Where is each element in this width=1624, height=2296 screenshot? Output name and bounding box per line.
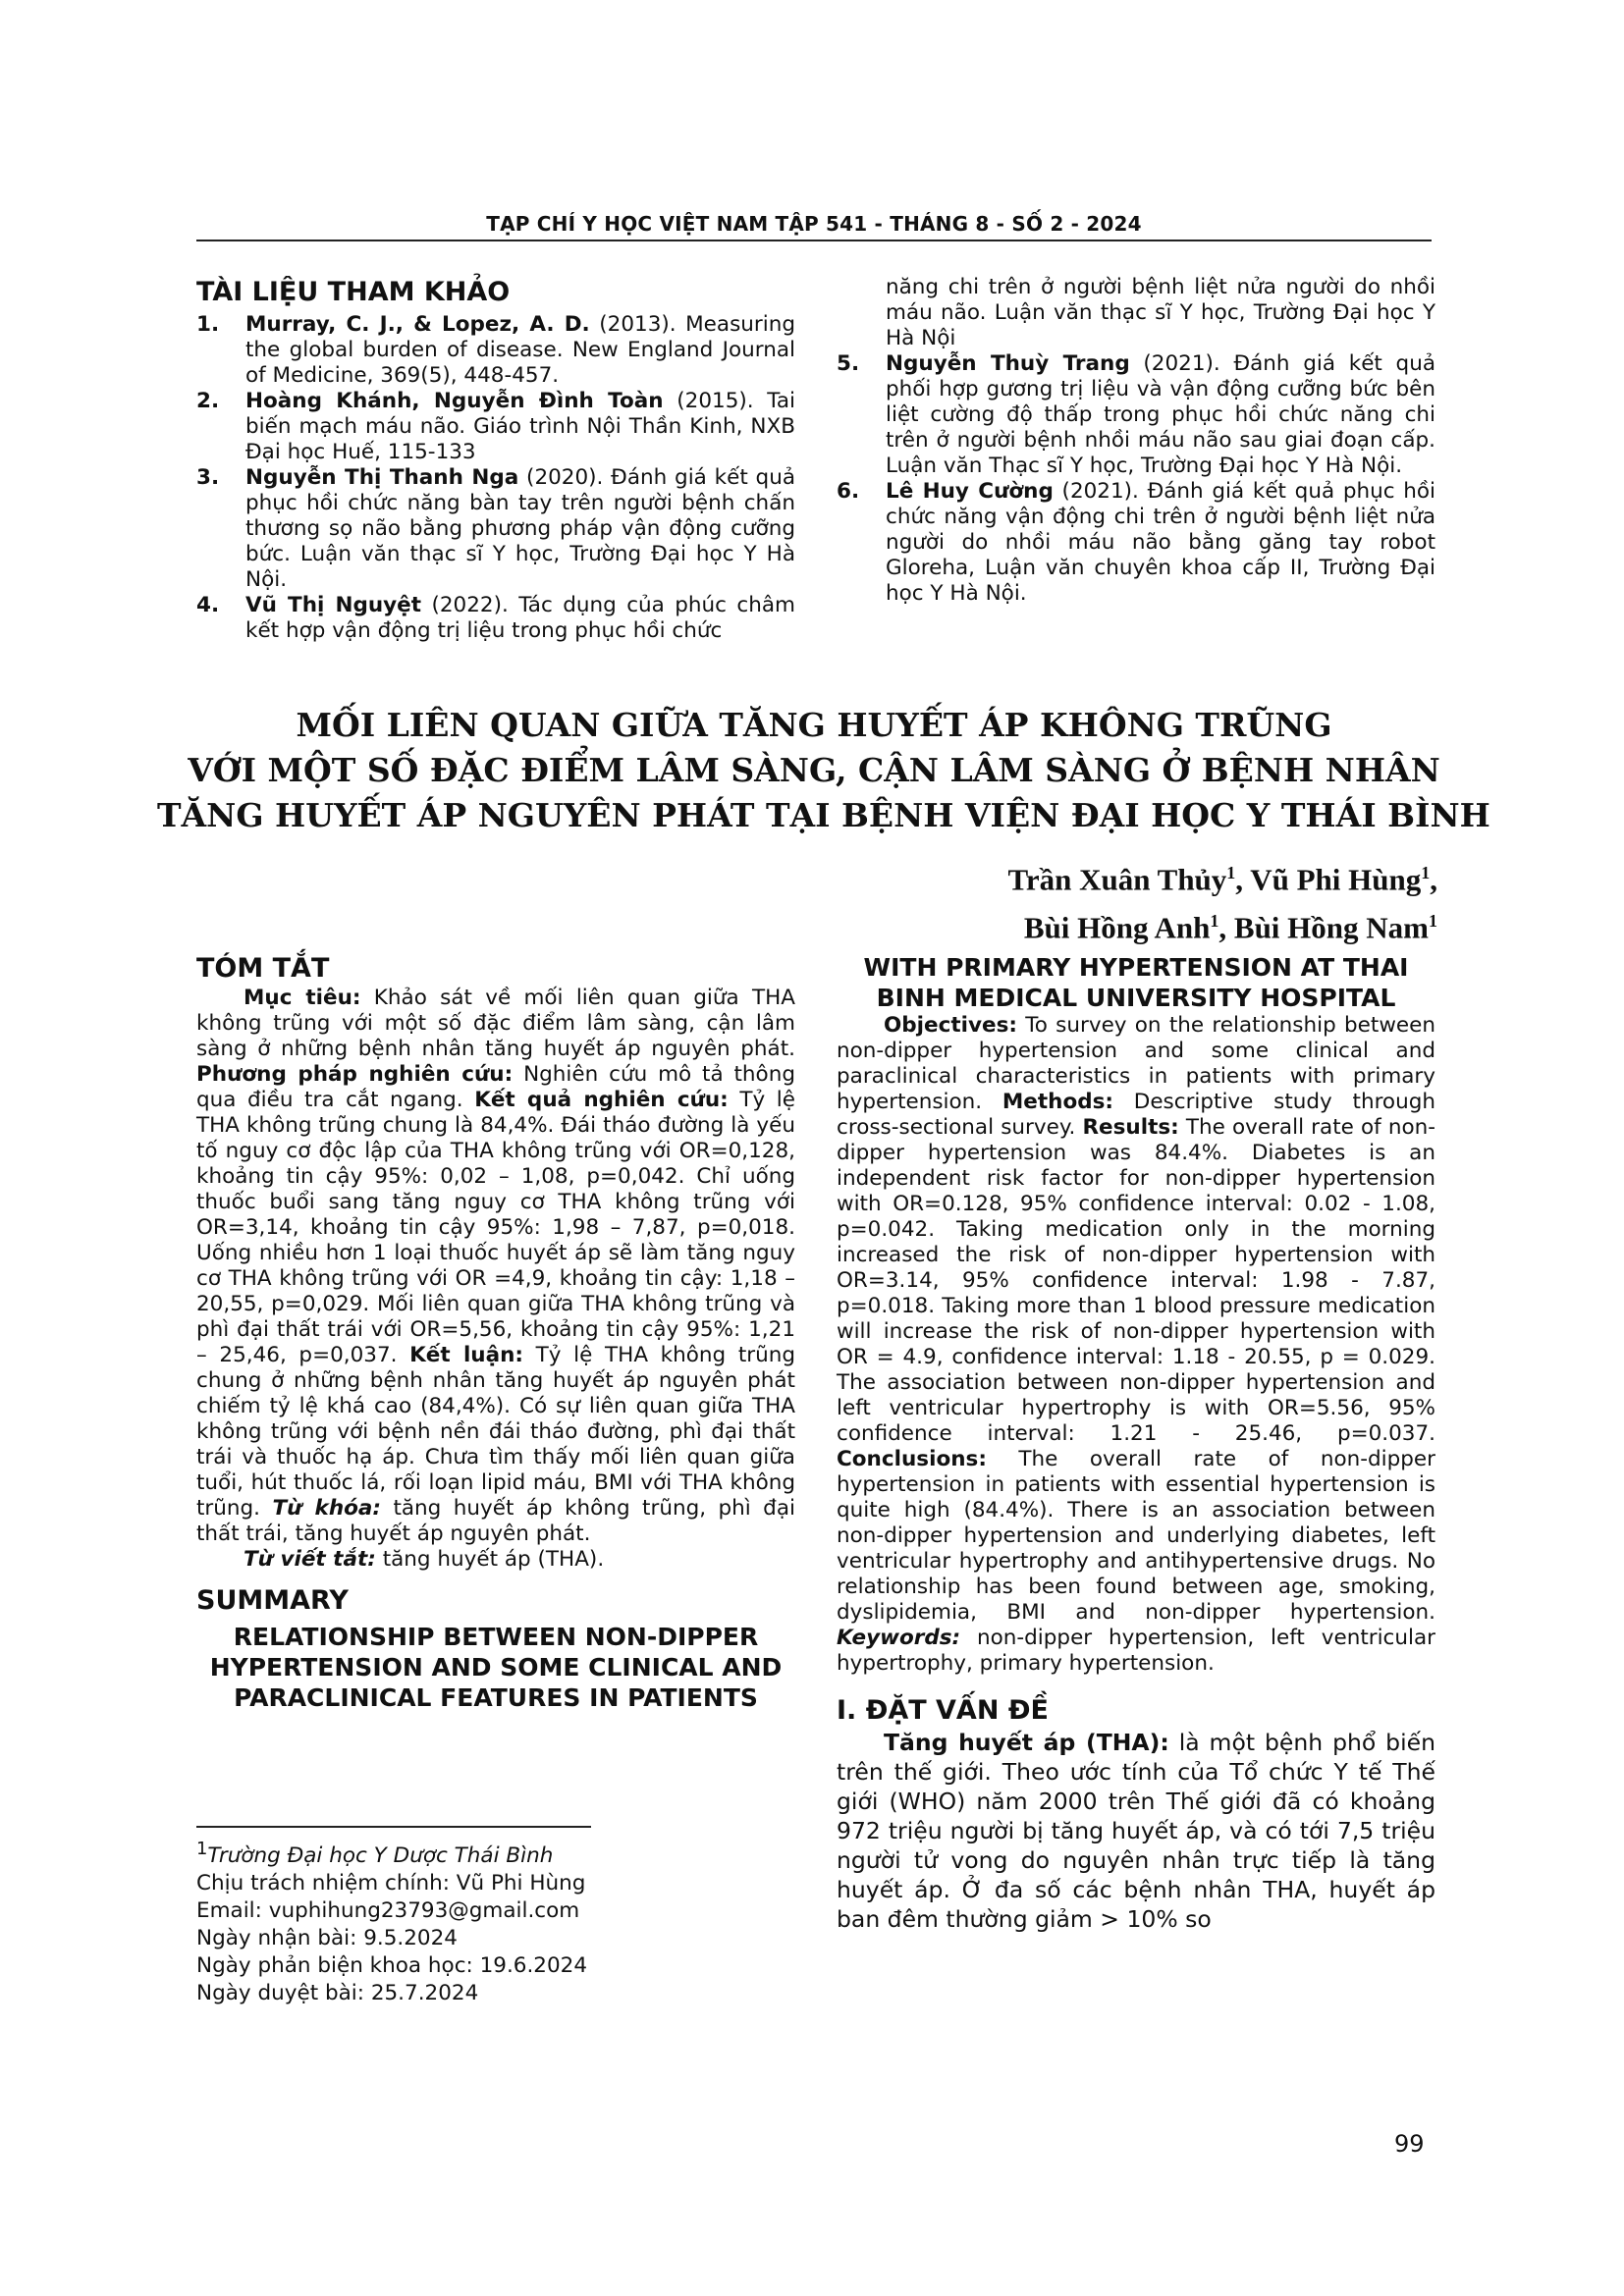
- footnote-accepted: Ngày duyệt bài: 25.7.2024: [196, 1981, 479, 2006]
- reference-text: (2021). Đánh giá kết quả phối hợp gương trị liệu và vận động cưỡng bức bên liệt cường độ thấp trong phục hồi chức năng chi trên ở người bệnh nhồi máu não sau giai đoạn cấp. Luận văn Thạc sĩ Y học, Trường Đại học Y Hà Nội.: [886, 351, 1435, 478]
- article-title-line: TĂNG HUYẾT ÁP NGUYÊN PHÁT TẠI BỆNH VIỆN ĐẠI HỌC Y THÁI BÌNH: [157, 796, 1490, 834]
- conclusion-label: Kết luận:: [409, 1343, 524, 1367]
- methods-text: Nghiên cứu mô tả thông qua điều tra cắt ngang.: [196, 1062, 795, 1112]
- references-title: TÀI LIỆU THAM KHẢO: [196, 277, 511, 307]
- reference-continuation: năng chi trên ở người bệnh liệt nửa người do nhồi máu não. Luận văn thạc sĩ Y học, Trường Đại học Y Hà Nội: [886, 275, 1435, 350]
- article-title-line: VỚI MỘT SỐ ĐẶC ĐIỂM LÂM SÀNG, CẬN LÂM SÀNG Ở BỆNH NHÂN: [188, 751, 1440, 789]
- reference-text: (2021). Đánh giá kết quả phục hồi chức năng vận động chi trên ở người bệnh liệt nửa người do nhồi máu não bằng găng tay robot Gloreha, Luận văn chuyên khoa cấp II, Trường Đại học Y Hà Nội.: [886, 479, 1435, 606]
- objective-text: Khảo sát về mối liên quan giữa THA không trũng với một số đặc điểm lâm sàng, cận lâm sàng ở những bệnh nhân tăng huyết áp nguyên phát.: [196, 986, 795, 1061]
- authors-line: [1007, 852, 1437, 900]
- reference-number: 1.: [196, 312, 220, 337]
- footnote-responsible: Chịu trách nhiệm chính: Vũ Phi Hùng: [196, 1871, 586, 1896]
- references-left-column: [196, 277, 795, 644]
- reference-authors: Nguyễn Thị Thanh Nga: [245, 465, 519, 490]
- abbreviations: [196, 1547, 795, 1573]
- intro-lead-label: Tăng huyết áp (THA):: [884, 1729, 1169, 1756]
- authors-line: [1007, 900, 1437, 948]
- intro-title: I. ĐẶT VẤN ĐỀ: [837, 1695, 1049, 1726]
- reference-item: [837, 479, 1435, 607]
- footnote-received: Ngày nhận bài: 9.5.2024: [196, 1926, 458, 1951]
- results-label: Results:: [1082, 1115, 1179, 1140]
- page-number: 99: [1394, 2130, 1425, 2158]
- summary-en-title-line: WITH PRIMARY HYPERTENSION AT THAI: [863, 953, 1409, 982]
- keywords-label: Keywords:: [837, 1626, 961, 1650]
- author-affiliation-mark: 1: [1421, 863, 1431, 882]
- reference-number: 2.: [196, 389, 220, 413]
- reference-text: (2015). Tai biến mạch máu não. Giáo trình Nội Thần Kinh, NXB Đại học Huế, 115-133: [245, 389, 796, 464]
- reference-number: 3.: [196, 465, 220, 490]
- authors: [1007, 852, 1437, 949]
- results-text: Tỷ lệ THA không trũng chung là 84,4%. Đái tháo đường là yếu tố nguy cơ độc lập của THA không trũng với OR=0,128, khoảng tin cậy 95%: 0,02 – 1,08, p=0,042. Chỉ uống thuốc buổi sang tăng nguy cơ THA không trũng với OR=3,14, khoảng tin cậy 95%: 1,98 – 7,87, p=0,018. Uống nhiều hơn 1 loại thuốc huyết áp sẽ làm tăng nguy cơ THA không trũng với OR =4,9, khoảng tin cậy: 1,18 – 20,55, p=0,029. Mối liên quan giữa THA không trũng và phì đại thất trái với OR=5,56, khoảng tin cậy 95%: 1,21 – 25,46, p=0,037.: [196, 1088, 795, 1367]
- author-name: Trần Xuân Thủy: [1007, 862, 1227, 897]
- objectives-label: Objectives:: [884, 1013, 1018, 1038]
- summary-en-title-line: PARACLINICAL FEATURES IN PATIENTS: [234, 1683, 758, 1712]
- references-right-column: [837, 275, 1435, 607]
- summary-en-title-line: RELATIONSHIP BETWEEN NON-DIPPER: [233, 1623, 759, 1651]
- conclusion-text: Tỷ lệ THA không trũng chung ở những bệnh nhân tăng huyết áp nguyên phát chiếm tỷ lệ khá cao (84,4%). Có sự liên quan giữa THA không trũng với bệnh nền đái tháo đường, phì đại thất trái và thuốc hạ áp. Chưa tìm thấy mối liên quan giữa tuổi, hút thuốc lá, rối loạn lipid máu, BMI với THA không trũng.: [196, 1343, 795, 1521]
- methods-text: Descriptive study through cross-sectional survey.: [837, 1090, 1435, 1140]
- reference-authors: Vũ Thị Nguyệt: [245, 593, 422, 617]
- keywords-label: Từ khóa:: [272, 1496, 381, 1521]
- methods-label: Methods:: [1001, 1090, 1114, 1114]
- author-separator: ,: [1430, 862, 1437, 897]
- reference-item: [837, 351, 1435, 479]
- summary-en-column: [837, 952, 1435, 1934]
- reference-item: [196, 389, 795, 465]
- footnote-rule: [196, 1826, 591, 1828]
- reference-item: [196, 312, 795, 389]
- abbreviations-label: Từ viết tắt:: [244, 1547, 376, 1572]
- reference-text: (2022). Tác dụng của phúc châm kết hợp vận động trị liệu trong phục hồi chức: [245, 593, 795, 643]
- reference-number: 6.: [837, 479, 860, 504]
- journal-header: TẠP CHÍ Y HỌC VIỆT NAM TẬP 541 - THÁNG 8 - SỐ 2 - 2024: [486, 212, 1142, 236]
- abstract-vi-body: [196, 986, 795, 1547]
- objectives-text: To survey on the relationship between non-dipper hypertension and some clinical and paraclinical characteristics in patients with primary hypertension.: [837, 1013, 1435, 1114]
- conclusions-text: The overall rate of non-dipper hypertension in patients with essential hypertension is quite high (84.4%). There is an association between non-dipper hypertension and underlying diabetes, left ventricular hypertrophy and antihypertensive drugs. No relationship has been found between age, smoking, dyslipidemia, BMI and non-dipper hypertension.: [837, 1447, 1435, 1625]
- author-affiliation-mark: 1: [1210, 911, 1219, 932]
- keywords-text: non-dipper hypertension, left ventricular hypertrophy, primary hypertension.: [837, 1626, 1435, 1676]
- results-text: The overall rate of non-dipper hypertension was 84.4%. Diabetes is an independent risk factor for non-dipper hypertension with OR=0.128, 95% confidence interval: 0.02 - 1.08, p=0.042. Taking medication only in the morning increased the risk of non-dipper hypertension with OR=3.14, 95% confidence interval: 1.98 - 7.87, p=0.018. Taking more than 1 blood pressure medication will increase the risk of non-dipper hypertension with OR = 4.9, confidence interval: 1.18 - 20.55, p = 0.029. The association between non-dipper hypertension and left ventricular hypertrophy is with OR=5.56, 95% confidence interval: 1.21 - 25.46, p=0.037.: [837, 1115, 1435, 1446]
- reference-item: [196, 593, 795, 644]
- reference-authors: Hoàng Khánh, Nguyễn Đình Toàn: [245, 389, 664, 413]
- article-title: [157, 703, 1490, 838]
- reference-text: (2013). Measuring the global burden of disease. New England Journal of Medicine, 369(5), 448-457.: [245, 312, 795, 388]
- reference-number: 4.: [196, 593, 220, 617]
- reference-item: [196, 465, 795, 593]
- reference-text: (2020). Đánh giá kết quả phục hồi chức năng bàn tay trên người bệnh chấn thương sọ não bằng phương pháp vận động cưỡng bức. Luận văn thạc sĩ Y học, Trường Đại học Y Hà Nội.: [245, 465, 795, 592]
- abstract-vi-column: [196, 952, 795, 1713]
- abstract-vi-title: TÓM TẮT: [196, 953, 330, 984]
- methods-label: Phương pháp nghiên cứu:: [196, 1062, 514, 1087]
- objective-label: Mục tiêu:: [244, 986, 361, 1010]
- reference-authors: Lê Huy Cường: [886, 479, 1054, 504]
- reference-authors: Nguyễn Thuỳ Trang: [886, 351, 1130, 376]
- summary-en-title-line: HYPERTENSION AND SOME CLINICAL AND: [209, 1653, 783, 1682]
- summary-title: SUMMARY: [196, 1585, 349, 1616]
- author-affiliation-mark: 1: [1226, 863, 1236, 882]
- summary-en-body: [837, 1013, 1435, 1677]
- intro-body: [837, 1728, 1435, 1934]
- author-name: Bùi Hồng Anh: [1023, 910, 1211, 945]
- footnote: [196, 1836, 587, 2007]
- author-name: , Bùi Hồng Nam: [1218, 910, 1429, 945]
- footnote-affiliation: [196, 1836, 587, 1870]
- footnote-reviewed: Ngày phản biện khoa học: 19.6.2024: [196, 1953, 588, 1979]
- author-name: , Vũ Phi Hùng: [1235, 862, 1422, 897]
- affiliation-mark: 1: [196, 1839, 208, 1859]
- intro-text: là một bệnh phổ biến trên thế giới. Theo ước tính của Tổ chức Y tế Thế giới (WHO) năm 2000 trên Thế giới đã có khoảng 972 triệu người bị tăng huyết áp, và có tới 7,5 triệu người tử vong do nguyên nhân trực tiếp là tăng huyết áp. Ở đa số các bệnh nhân THA, huyết áp ban đêm thường giảm > 10% so: [837, 1729, 1435, 1933]
- conclusions-label: Conclusions:: [837, 1447, 987, 1471]
- article-title-line: MỐI LIÊN QUAN GIỮA TĂNG HUYẾT ÁP KHÔNG TRŨNG: [296, 706, 1332, 744]
- abbreviations-text: tăng huyết áp (THA).: [375, 1547, 605, 1572]
- header-rule: [196, 240, 1432, 241]
- reference-number: 5.: [837, 351, 860, 376]
- keywords-text: tăng huyết áp không trũng, phì đại thất trái, tăng huyết áp nguyên phát.: [196, 1496, 795, 1546]
- summary-en-title-line: BINH MEDICAL UNIVERSITY HOSPITAL: [876, 984, 1396, 1012]
- author-affiliation-mark: 1: [1429, 911, 1437, 932]
- reference-authors: Murray, C. J., & Lopez, A. D.: [245, 312, 590, 337]
- footnote-email: Email: vuphihung23793@gmail.com: [196, 1898, 580, 1924]
- results-label: Kết quả nghiên cứu:: [474, 1088, 729, 1112]
- affiliation-text: Trường Đại học Y Dược Thái Bình: [207, 1843, 554, 1869]
